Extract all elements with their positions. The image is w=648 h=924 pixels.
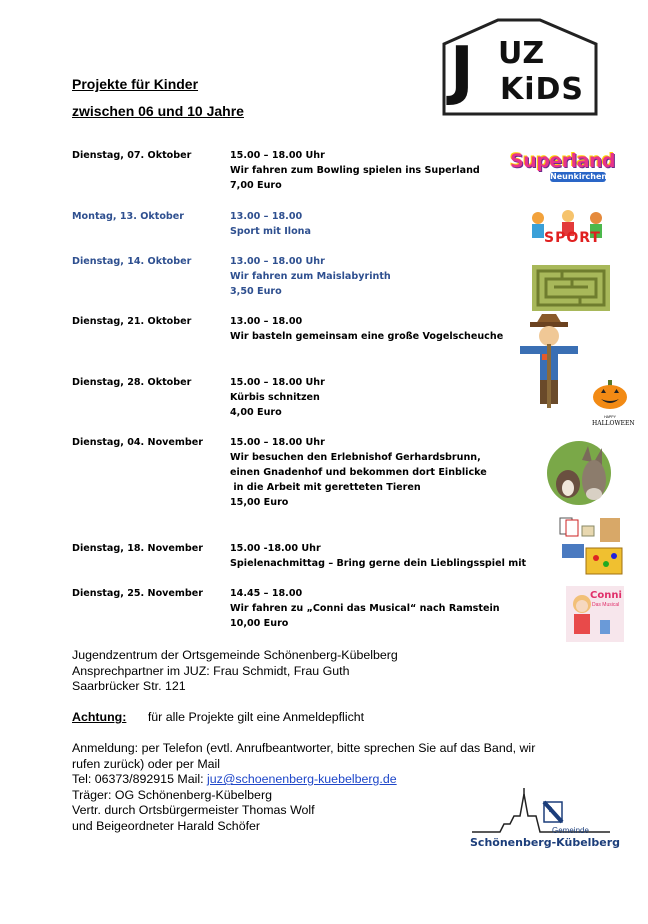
event-info [230, 586, 500, 631]
event-info [230, 541, 526, 571]
achtung-label: Achtung: [72, 710, 127, 724]
event-time: 15.00 – 18.00 Uhr [230, 150, 325, 161]
superland-logo [510, 150, 616, 184]
juz-kids-logo [440, 14, 600, 118]
event-time: 13.00 – 18.00 Uhr [230, 256, 325, 267]
event-price: 4,00 Euro [230, 407, 282, 418]
gemeinde-logo [470, 786, 621, 852]
event-desc: Sport mit Ilona [230, 226, 311, 237]
halloween-text: HALLOWEEN [592, 420, 635, 427]
superland-subtext: Neunkirchen [550, 172, 608, 181]
page-title-line1: Projekte für Kinder [72, 76, 199, 92]
event-time: 13.00 – 18.00 [230, 316, 303, 327]
event-info [230, 254, 391, 299]
event-desc: Wir besuchen den Erlebnishof Gerhardsbrunn, [230, 452, 481, 463]
logo-kids: KiDS [500, 72, 585, 107]
event-info [230, 375, 325, 420]
conni-musical-image [566, 586, 624, 642]
halloween-pumpkin [592, 380, 635, 430]
event-desc: einen Gnadenhof und bekommen dort Einblicke [230, 467, 487, 478]
event-desc: Kürbis schnitzen [230, 392, 320, 403]
footer-tel: Tel: 06373/892915 Mail: [72, 772, 208, 787]
event-desc: Spielenachmittag – Bring gerne dein Lieblingsspiel mit [230, 558, 527, 569]
event-date: Montag, 13. Oktober [72, 211, 185, 222]
superland-text: Superland [510, 150, 616, 172]
conni-subtitle: Das Musical [592, 602, 620, 608]
event-desc: Wir fahren zu „Conni das Musical“ nach Ramstein [230, 603, 500, 614]
event-info [230, 435, 487, 510]
footer-address [72, 648, 398, 695]
sport-label: SPORT [544, 230, 601, 246]
event-time: 15.00 -18.00 Uhr [230, 543, 321, 554]
event-date: Dienstag, 28. Oktober [72, 377, 192, 388]
footer-line: rufen zurück) oder per Mail [72, 756, 221, 771]
event-desc: in die Arbeit mit geretteten Tieren [230, 482, 421, 493]
email-link[interactable]: juz@schoenenberg-kuebelberg.de [207, 772, 397, 787]
sport-illustration [524, 208, 612, 250]
animal-farm-image [546, 440, 612, 506]
conni-title: Conni [590, 590, 622, 601]
event-desc: Wir fahren zum Bowling spielen ins Superland [230, 165, 480, 176]
event-price: 7,00 Euro [230, 180, 282, 191]
achtung-text: für alle Projekte gilt eine Anmeldepflicht [147, 710, 365, 724]
event-time: 15.00 – 18.00 Uhr [230, 377, 325, 388]
footer-contact [72, 741, 535, 835]
footer-line: Träger: OG Schönenberg-Kübelberg [72, 787, 272, 802]
gemeinde-name: Schönenberg-Kübelberg [470, 836, 621, 849]
event-info [230, 314, 503, 344]
achtung-notice [72, 710, 364, 726]
event-date: Dienstag, 07. Oktober [72, 150, 192, 161]
event-info [230, 209, 311, 239]
event-date: Dienstag, 14. Oktober [72, 256, 192, 267]
corn-maze-image [532, 265, 610, 311]
logo-uz: UZ [498, 36, 545, 71]
event-date: Dienstag, 04. November [72, 437, 204, 448]
event-desc: Wir fahren zum Maislabyrinth [230, 271, 391, 282]
event-time: 13.00 – 18.00 [230, 211, 303, 222]
footer-line: Ansprechpartner im JUZ: Frau Schmidt, Frau Guth [72, 663, 350, 678]
event-date: Dienstag, 18. November [72, 543, 204, 554]
logo-letter-j: J [450, 34, 474, 108]
gemeinde-label: Gemeinde [552, 826, 589, 835]
event-time: 15.00 – 18.00 Uhr [230, 437, 325, 448]
footer-line: und Beigeordneter Harald Schöfer [72, 818, 261, 833]
event-date: Dienstag, 21. Oktober [72, 316, 192, 327]
board-games-image [556, 516, 624, 576]
event-desc: Wir basteln gemeinsam eine große Vogelscheuche [230, 331, 504, 342]
footer-line: Vertr. durch Ortsbürgermeister Thomas Wolf [72, 803, 315, 818]
footer-line: Anmeldung: per Telefon (evtl. Anrufbeantworter, bitte sprechen Sie auf das Band, wir [72, 741, 536, 755]
event-price: 15,00 Euro [230, 497, 289, 508]
event-info [230, 148, 480, 193]
scarecrow-illustration [516, 314, 582, 408]
footer-line: Saarbrücker Str. 121 [72, 679, 186, 694]
halloween-small-text: HAPPY [604, 415, 616, 419]
footer-tel-line [72, 772, 535, 788]
event-time: 14.45 – 18.00 [230, 588, 303, 599]
footer-line: Jugendzentrum der Ortsgemeinde Schönenberg-Kübelberg [72, 648, 398, 662]
event-date: Dienstag, 25. November [72, 588, 204, 599]
event-price: 10,00 Euro [230, 618, 289, 629]
event-price: 3,50 Euro [230, 286, 282, 297]
page-title-line2: zwischen 06 und 10 Jahre [72, 103, 244, 119]
